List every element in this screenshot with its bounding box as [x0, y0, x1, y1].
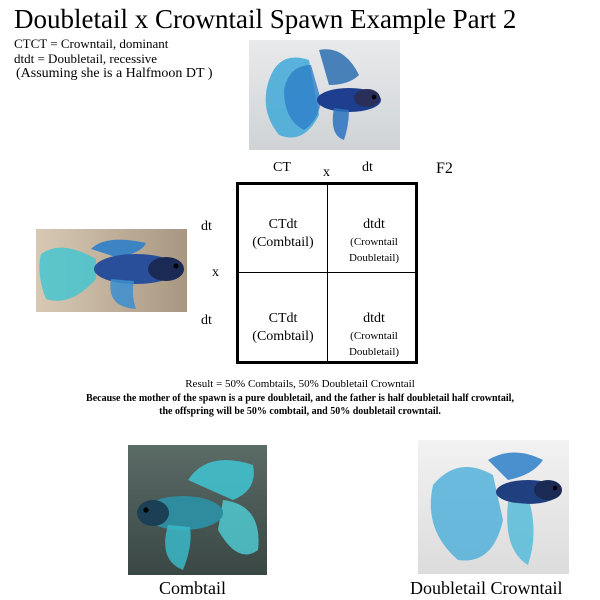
- caption-doubletail-crowntail: Doubletail Crowntail: [410, 578, 563, 598]
- explanation-line-1: Because the mother of the spawn is a pure doubletail, and the father is half doubletail half crowntail,: [86, 393, 514, 404]
- halfmoon-doubletail-photo: [249, 40, 400, 150]
- cell-genotype: dtdt: [363, 217, 385, 232]
- cell-genotype: dtdt: [363, 311, 385, 326]
- explanation-line-2: the offspring will be 50% combtail, and 50% doubletail crowntail.: [159, 406, 441, 417]
- legend-crowntail: CTCT = Crowntail, dominant: [14, 36, 169, 51]
- legend-assumption: (Assuming she is a Halfmoon DT ): [16, 66, 213, 81]
- doubletail-crowntail-photo: [418, 440, 569, 574]
- cell-genotype: CTdt: [268, 217, 298, 232]
- punnett-cell-3: [238, 310, 328, 346]
- punnett-cell-1: [238, 216, 328, 252]
- page-title: Doubletail x Crowntail Spawn Example Part 2: [14, 4, 517, 34]
- side-allele-dt-top: dt: [201, 219, 212, 234]
- cell-genotype: CTdt: [268, 311, 298, 326]
- female-fish-photo: [36, 229, 187, 312]
- result-summary: Result = 50% Combtails, 50% Doubletail Crowntail: [185, 378, 415, 390]
- cell-phenotype: (Crowntail Doubletail): [348, 330, 400, 358]
- cell-phenotype: (Combtail): [252, 329, 314, 344]
- generation-label: F2: [436, 160, 453, 177]
- punnett-horizontal-divider: [236, 272, 418, 273]
- top-cross-symbol: x: [323, 165, 330, 180]
- cell-phenotype: (Crowntail Doubletail): [348, 236, 400, 264]
- cell-phenotype: (Combtail): [252, 235, 314, 250]
- punnett-cell-4: [329, 310, 419, 360]
- caption-combtail: Combtail: [159, 578, 226, 598]
- top-allele-dt: dt: [362, 160, 373, 175]
- side-cross-symbol: x: [212, 265, 219, 280]
- legend-doubletail: dtdt = Doubletail, recessive: [14, 51, 158, 66]
- top-allele-ct: CT: [273, 160, 291, 175]
- combtail-photo: [128, 445, 267, 575]
- explanation: [0, 392, 600, 418]
- punnett-cell-2: [329, 216, 419, 266]
- allele-legend: [14, 36, 213, 81]
- side-allele-dt-bottom: dt: [201, 313, 212, 328]
